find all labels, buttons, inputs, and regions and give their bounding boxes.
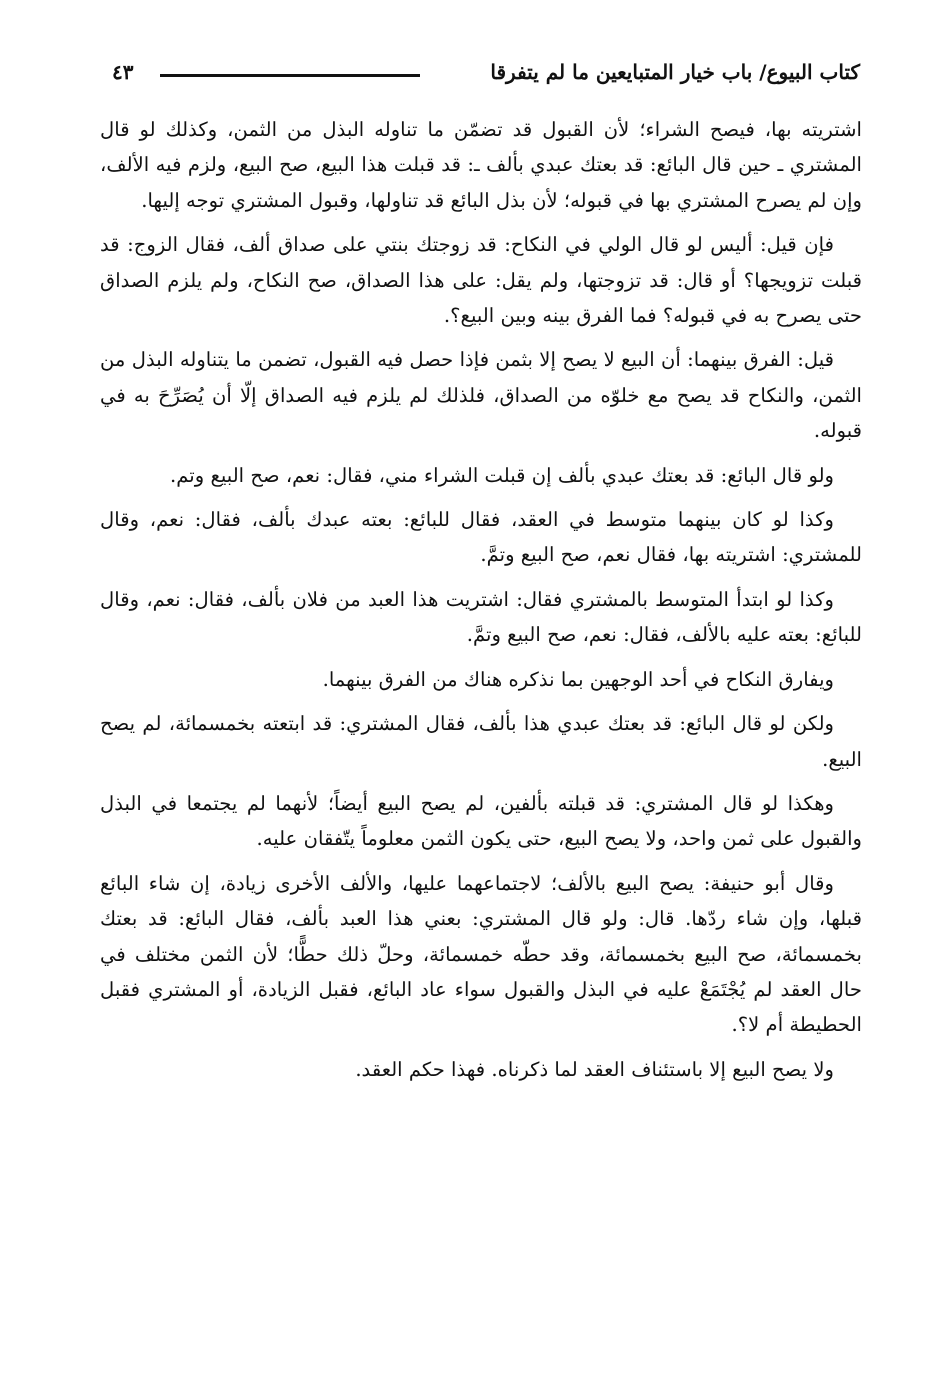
paragraph: ويفارق النكاح في أحد الوجهين بما نذكره هناك من الفرق بينهما.	[322, 667, 834, 691]
paragraph: ولو قال البائع: قد بعتك عبدي بألف إن قبلت الشراء مني، فقال: نعم، صح البيع وتم.	[170, 463, 834, 487]
running-title: كتاب البيوع/ باب خيار المتبايعين ما لم يتفرقا	[490, 60, 860, 84]
paragraph: وكذا لو كان بينهما متوسط في العقد، فقال للبائع: بعته عبدك بألف، فقال: نعم، وقال للمشتري: اشتريته بها، فقال نعم، صح البيع وتمَّ.	[100, 508, 862, 567]
paragraph: ولا يصح البيع إلا باستئناف العقد لما ذكرناه. فهذا حكم العقد.	[355, 1057, 834, 1081]
paragraph: وهكذا لو قال المشتري: قد قبلته بألفين، لم يصح البيع أيضاً؛ لأنهما لم يجتمعا في البذل والقبول على ثمن واحد، ولا يصح البيع، حتى يكون الثمن معلوماً يتّفقان عليه.	[100, 791, 862, 851]
paragraph: وكذا لو ابتدأ المتوسط بالمشتري فقال: اشتريت هذا العبد من فلان بألف، فقال: نعم، وقال للبائع: بعته عليه بالألف، فقال: نعم، صح البيع وتمَّ.	[100, 587, 862, 647]
body-text	[100, 112, 862, 1096]
paragraph: ولكن لو قال البائع: قد بعتك عبدي هذا بألف، فقال المشتري: قد ابتعته بخمسمائة، لم يصح البيع.	[100, 712, 862, 771]
paragraph: قيل: الفرق بينهما: أن البيع لا يصح إلا بثمن فإذا حصل فيه القبول، تضمن ما يتناوله البذل من الثمن، والنكاح قد يصح مع خلوّه من الصداق، فلذلك لم يلزم فيه الصداق إلّا أن يُصَرِّحَ به في قبوله.	[100, 348, 862, 443]
page-header	[112, 60, 860, 94]
paragraph: وقال أبو حنيفة: يصح البيع بالألف؛ لاجتماعهما عليها، والألف الأخرى زيادة، إن شاء البائع قبلها، وإن شاء ردّها. قال: ولو قال المشتري: بعني هذا العبد بألف، فقال البائع: قد بعتك بخمسمائة، صح البيع بخمسمائة، وقد حطّه خمسمائة، وحلّ ذلك حطًّا؛ لأن الثمن مختلف في حال العقد لم يُجْتَمَعْ عليه في البذل والقبول سواء عاد البائع، فقبل الزيادة، أو المشتري فقبل الحطيطة أم لا؟.	[100, 871, 862, 1037]
page-number: ٤٣	[112, 60, 134, 84]
paragraph: اشتريته بها، فيصح الشراء؛ لأن القبول قد تضمّن ما تناوله البذل من الثمن، وكذلك لو قال المشتري ـ حين قال البائع: قد بعتك عبدي بألف ـ: قد قبلت هذا البيع، صح البيع، ولزم فيه الألف، وإن لم يصرح المشتري بها في قبوله؛ لأن بذل البائع قد تناولها، وقبول المشتري توجه إليها.	[100, 118, 862, 212]
paragraph: فإن قيل: أليس لو قال الولي في النكاح: قد زوجتك بنتي على صداق ألف، فقال الزوج: قد قبلت تزويجها؟ أو قال: قد تزوجتها، ولم يقل: على هذا الصداق، صح النكاح، ولم يلزم الصداق حتى يصرح به في قبوله؟ فما الفرق بينه وبين البيع؟.	[100, 233, 862, 328]
header-rule	[160, 74, 420, 77]
